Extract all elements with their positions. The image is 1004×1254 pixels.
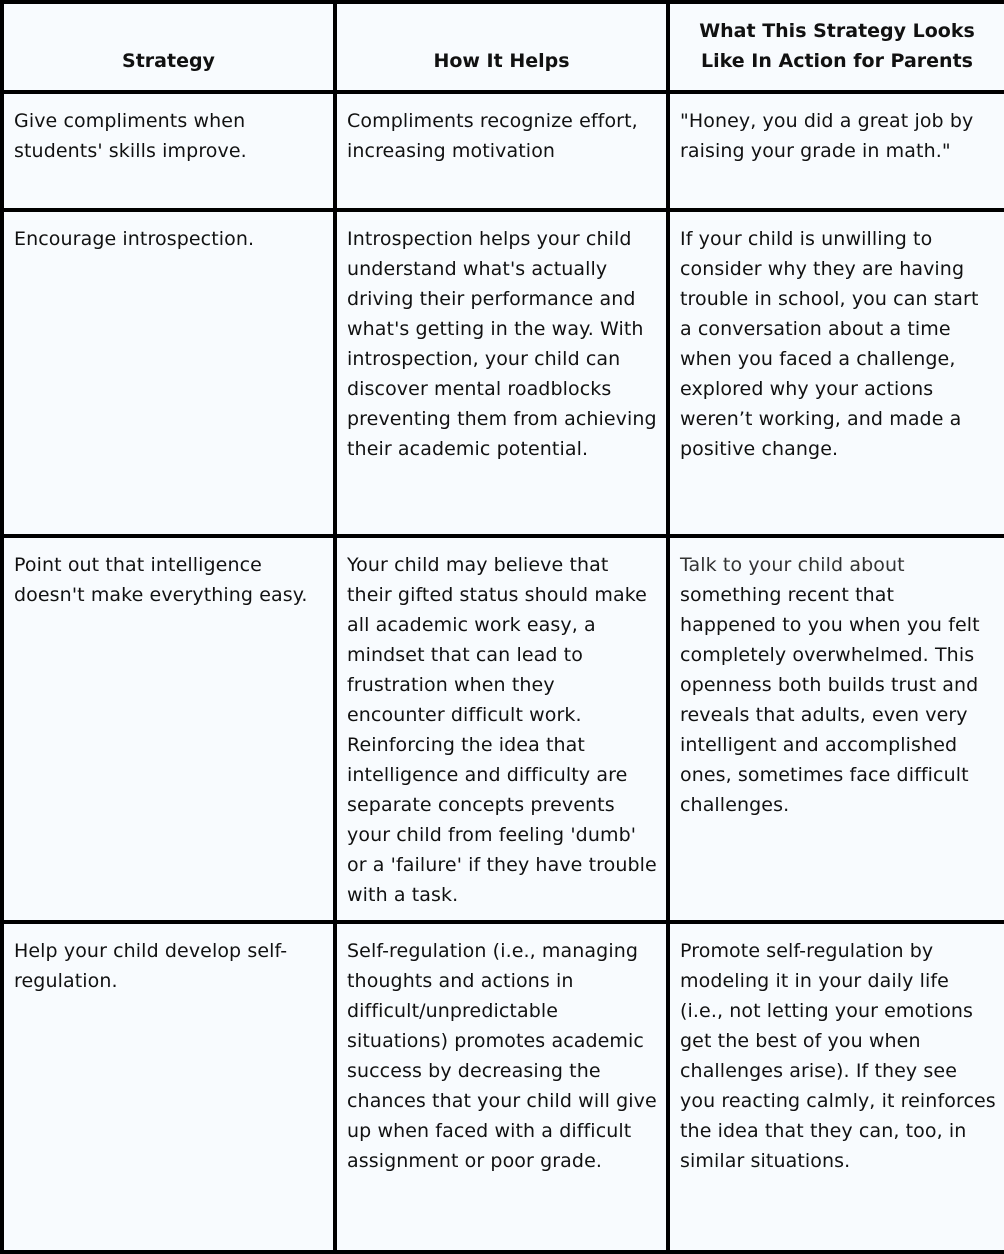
header-strategy: Strategy	[2, 2, 335, 92]
in-action-cell: "Honey, you did a great job by raising your grade in math."	[668, 92, 1004, 210]
in-action-cell	[668, 536, 1004, 922]
in-action-body-text: something recent that happened to you when you felt completely overwhelmed. This openness both builds trust and reveals that adults, even very intelligent and accomplished ones, sometimes face difficult challenges.	[680, 584, 980, 816]
table-row	[2, 92, 1004, 210]
how-it-helps-cell: Self-regulation (i.e., managing thoughts and actions in difficult/unpredictable situations) promotes academic success by decreasing the chances that your child will give up when faced with a difficult assignment or poor grade.	[335, 922, 668, 1252]
in-action-cell: If your child is unwilling to consider why they are having trouble in school, you can start a conversation about a time when you faced a challenge, explored why your actions weren’t working, and made a positive change.	[668, 210, 1004, 536]
strategy-cell: Give compliments when students' skills improve.	[2, 92, 335, 210]
table-row	[2, 210, 1004, 536]
strategy-cell: Encourage introspection.	[2, 210, 335, 536]
in-action-cell: Promote self-regulation by modeling it in your daily life (i.e., not letting your emotions get the best of you when challenges arise). If they see you reacting calmly, it reinforces the idea that they can, too, in similar situations.	[668, 922, 1004, 1252]
table-header-row	[2, 2, 1004, 92]
header-how-it-helps: How It Helps	[335, 2, 668, 92]
table-row	[2, 922, 1004, 1252]
header-in-action: What This Strategy Looks Like In Action for Parents	[668, 2, 1004, 92]
how-it-helps-cell: Introspection helps your child understand what's actually driving their performance and what's getting in the way. With introspection, your child can discover mental roadblocks preventing them from achieving their academic potential.	[335, 210, 668, 536]
how-it-helps-cell: Compliments recognize effort, increasing motivation	[335, 92, 668, 210]
strategy-cell: Help your child develop self-regulation.	[2, 922, 335, 1252]
table-row	[2, 536, 1004, 922]
strategy-cell: Point out that intelligence doesn't make everything easy.	[2, 536, 335, 922]
how-it-helps-cell: Your child may believe that their gifted status should make all academic work easy, a mindset that can lead to frustration when they encounter difficult work. Reinforcing the idea that intelligence and difficulty are separate concepts prevents your child from feeling 'dumb' or a 'failure' if they have trouble with a task.	[335, 536, 668, 922]
in-action-lead-text: Talk to your child about	[680, 554, 905, 576]
